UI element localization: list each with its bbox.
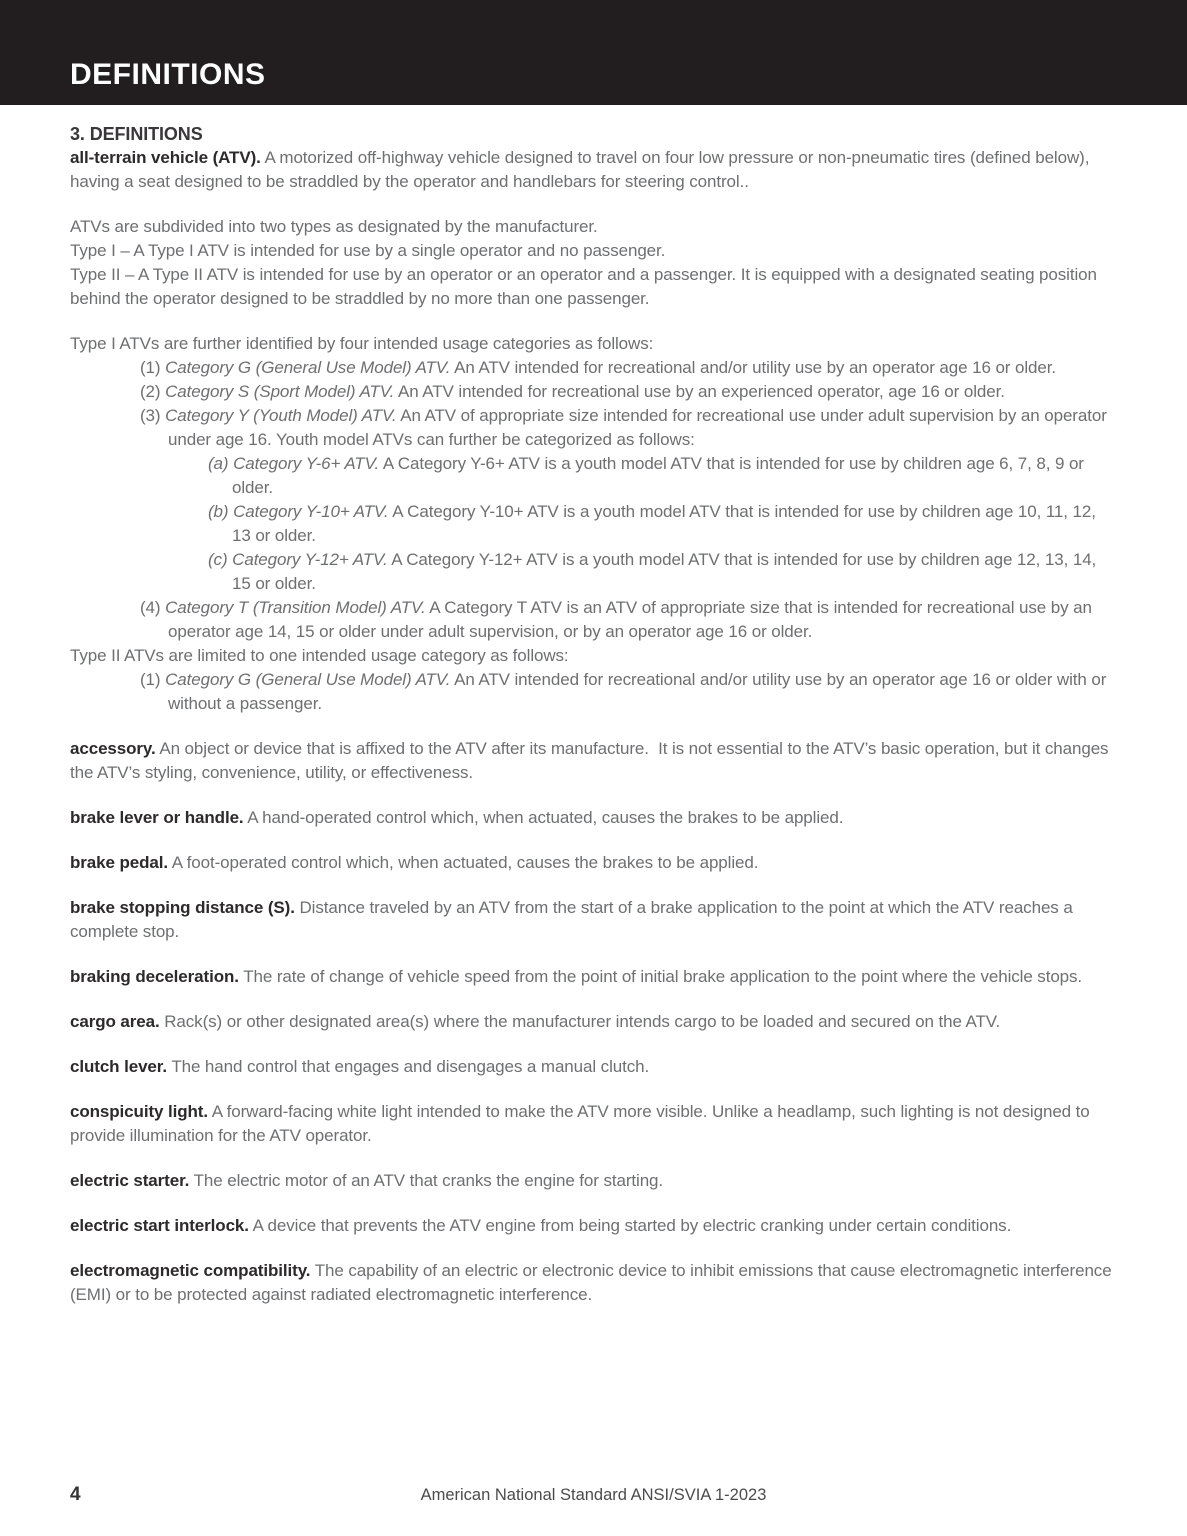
- category-text: An ATV of appropriate size intended for recreational use under adult supervision by an operator under age 16. Youth model ATVs can further be categorized as follows:: [168, 406, 1107, 449]
- page-number: 4: [70, 1484, 81, 1505]
- definition-term: all-terrain vehicle (ATV).: [70, 148, 261, 167]
- types-intro-line: ATVs are subdivided into two types as designated by the manufacturer.: [70, 217, 598, 236]
- definition-text: The electric motor of an ATV that cranks the engine for starting.: [193, 1171, 664, 1190]
- list-marker: (4): [140, 598, 161, 617]
- definition-text: The hand control that engages and disengages a manual clutch.: [171, 1057, 650, 1076]
- definition-paragraph-conspicuity-light: [70, 1100, 1117, 1148]
- definition-text: A hand-operated control which, when actuated, causes the brakes to be applied.: [247, 808, 844, 827]
- definition-text: Rack(s) or other designated area(s) where the manufacturer intends cargo to be loaded and secured on the ATV.: [164, 1012, 1001, 1031]
- page-content: [0, 105, 1187, 1328]
- definition-term: brake stopping distance (S).: [70, 898, 295, 917]
- list-item-youth-c: [70, 548, 1117, 596]
- definition-paragraph-braking-deceleration: [70, 965, 1117, 989]
- definition-term: cargo area.: [70, 1012, 160, 1031]
- category-label: Category T (Transition Model) ATV.: [165, 598, 426, 617]
- definition-text: A foot-operated control which, when actuated, causes the brakes to be applied.: [171, 853, 759, 872]
- definition-paragraph-brake-pedal: [70, 851, 1117, 875]
- category-text: A Category Y-10+ ATV is a youth model ATV that is intended for use by children age 10, 11, 12, 13 or older.: [232, 502, 1096, 545]
- list-item-youth-b: [70, 500, 1117, 548]
- definition-term: brake lever or handle.: [70, 808, 244, 827]
- category-label: Category Y-12+ ATV.: [232, 550, 388, 569]
- category-label: Category G (General Use Model) ATV.: [165, 358, 451, 377]
- category-label: Category G (General Use Model) ATV.: [165, 670, 451, 689]
- definition-paragraph-atv: [70, 146, 1117, 194]
- list-item-type2-1: [70, 668, 1117, 716]
- definition-term: electric start interlock.: [70, 1216, 249, 1235]
- definition-term: braking deceleration.: [70, 967, 239, 986]
- category-text: A Category Y-12+ ATV is a youth model ATV that is intended for use by children age 12, 13, 14, 15 or older.: [232, 550, 1097, 593]
- list-item-youth-a: [70, 452, 1117, 500]
- category-text: A Category T ATV is an ATV of appropriate size that is intended for recreational use by an operator age 14, 15 or older under adult supervision, or by an operator age 16 or older.: [168, 598, 1092, 641]
- definition-paragraph-electric-start-interlock: [70, 1214, 1117, 1238]
- list-marker: (b): [208, 502, 229, 521]
- definition-paragraph-accessory: [70, 737, 1117, 785]
- list-item-type1-3: [70, 404, 1117, 452]
- definition-paragraph-cargo-area: [70, 1010, 1117, 1034]
- atv-types-paragraph: [70, 215, 1117, 311]
- definition-paragraph-clutch-lever: [70, 1055, 1117, 1079]
- definition-text: A forward-facing white light intended to make the ATV more visible. Unlike a headlamp, such lighting is not designed to provide illumination for the ATV operator.: [70, 1102, 1090, 1145]
- definition-text: The capability of an electric or electronic device to inhibit emissions that cause electromagnetic interference (EMI) or to be protected against radiated electromagnetic interference.: [70, 1261, 1112, 1304]
- page-footer: [0, 1484, 1187, 1514]
- definition-text: A motorized off-highway vehicle designed to travel on four low pressure or non-pneumatic tires (defined below), having a seat designed to be straddled by the operator and handlebars for steering control..: [70, 148, 1090, 191]
- list-marker: (2): [140, 382, 161, 401]
- definition-term: conspicuity light.: [70, 1102, 208, 1121]
- definition-paragraph-electromagnetic-compatibility: [70, 1259, 1117, 1307]
- definition-paragraph-brake-stopping-distance: [70, 896, 1117, 944]
- category-label: Category Y (Youth Model) ATV.: [165, 406, 397, 425]
- type-2-line: Type II – A Type II ATV is intended for use by an operator or an operator and a passenger. It is equipped with a designated seating position behind the operator designed to be straddled by no more than one passenger.: [70, 265, 1097, 308]
- list-item-type1-2: [70, 380, 1117, 404]
- list-marker: (a): [208, 454, 229, 473]
- definition-term: accessory.: [70, 739, 156, 758]
- section-heading: 3. DEFINITIONS: [70, 124, 203, 144]
- list-item-type1-1: [70, 356, 1117, 380]
- type2-usage-lead: Type II ATVs are limited to one intended usage category as follows:: [70, 646, 569, 665]
- category-label: Category Y-10+ ATV.: [233, 502, 389, 521]
- footer-standard-label: American National Standard ANSI/SVIA 1-2023: [420, 1486, 767, 1504]
- list-item-type1-4: [70, 596, 1117, 644]
- usage-categories-section: [70, 332, 1117, 716]
- category-text: An ATV intended for recreational and/or utility use by an operator age 16 or older.: [454, 358, 1056, 377]
- list-marker: (1): [140, 358, 161, 377]
- definition-text: A device that prevents the ATV engine from being started by electric cranking under certain conditions.: [252, 1216, 1012, 1235]
- category-label: Category Y-6+ ATV.: [233, 454, 380, 473]
- definition-text: The rate of change of vehicle speed from the point of initial brake application to the point where the vehicle stops.: [243, 967, 1083, 986]
- definition-text: Distance traveled by an ATV from the start of a brake application to the point at which the ATV reaches a complete stop.: [70, 898, 1073, 941]
- list-marker: (1): [140, 670, 161, 689]
- definition-term: electromagnetic compatibility.: [70, 1261, 311, 1280]
- definition-term: brake pedal.: [70, 853, 169, 872]
- type1-usage-lead: Type I ATVs are further identified by four intended usage categories as follows:: [70, 334, 654, 353]
- page-title: DEFINITIONS: [70, 58, 266, 91]
- definition-term: electric starter.: [70, 1171, 190, 1190]
- category-label: Category S (Sport Model) ATV.: [165, 382, 395, 401]
- category-text: An ATV intended for recreational use by an experienced operator, age 16 or older.: [398, 382, 1005, 401]
- list-marker: (c): [208, 550, 228, 569]
- definition-term: clutch lever.: [70, 1057, 167, 1076]
- type-1-line: Type I – A Type I ATV is intended for use by a single operator and no passenger.: [70, 241, 666, 260]
- definition-paragraph-electric-starter: [70, 1169, 1117, 1193]
- list-marker: (3): [140, 406, 161, 425]
- page-header-bar: [0, 0, 1187, 105]
- category-text: An ATV intended for recreational and/or utility use by an operator age 16 or older with or without a passenger.: [168, 670, 1107, 713]
- definition-paragraph-brake-lever: [70, 806, 1117, 830]
- category-text: A Category Y-6+ ATV is a youth model ATV that is intended for use by children age 6, 7, 8, 9 or older.: [232, 454, 1084, 497]
- definition-text: An object or device that is affixed to the ATV after its manufacture. It is not essential to the ATV’s basic operation, but it changes the ATV’s styling, convenience, utility, or effectiveness.: [70, 739, 1109, 782]
